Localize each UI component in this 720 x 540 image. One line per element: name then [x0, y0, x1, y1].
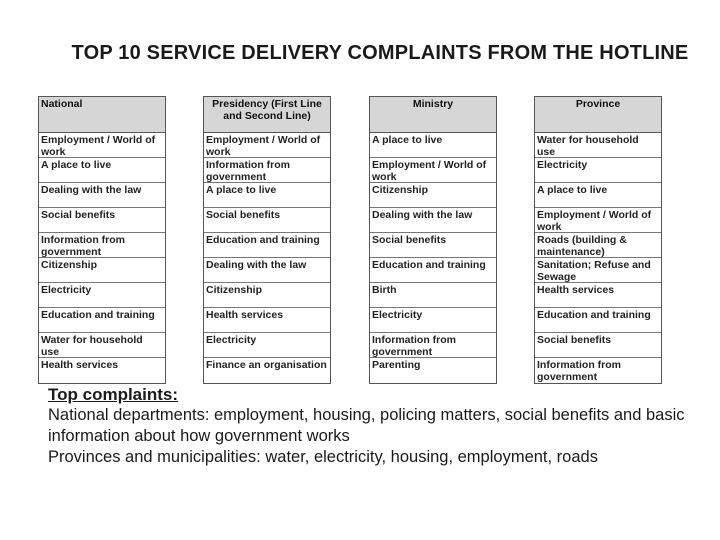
table-row: Electricity	[204, 333, 330, 358]
summary-line-provinces: Provinces and municipalities: water, electricity, housing, employment, roads	[48, 448, 598, 466]
table-row: Electricity	[39, 283, 165, 308]
table-row: Water for household use	[39, 333, 165, 358]
table-row: Employment / World of work	[535, 208, 661, 233]
table-row: Sanitation; Refuse and Sewage	[535, 258, 661, 283]
page-title: TOP 10 SERVICE DELIVERY COMPLAINTS FROM THE HOTLINE	[71, 42, 689, 64]
table-row: Employment / World of work	[39, 133, 165, 158]
table-national	[38, 96, 166, 384]
column-header-province: Province	[535, 97, 661, 133]
table-row: Electricity	[535, 158, 661, 183]
table-row: Electricity	[370, 308, 496, 333]
table-row: Information from government	[537, 359, 621, 383]
table-row: Social benefits	[39, 208, 165, 233]
table-row: A place to live	[204, 183, 330, 208]
table-presidency	[203, 96, 331, 384]
summary-heading: Top complaints:	[48, 385, 179, 404]
table-row: Employment / World of work	[370, 158, 496, 183]
table-ministry	[369, 96, 497, 384]
table-row: Health services	[204, 308, 330, 333]
table-row: Dealing with the law	[204, 258, 330, 283]
table-row: Education and training	[370, 258, 496, 283]
table-row: Dealing with the law	[370, 208, 496, 233]
table-row: Health services	[535, 283, 661, 308]
table-row: A place to live	[535, 183, 661, 208]
table-row: Birth	[370, 283, 496, 308]
table-row: Education and training	[204, 233, 330, 258]
table-row: Citizenship	[39, 258, 165, 283]
table-row: Employment / World of work	[204, 133, 330, 158]
table-row: Social benefits	[535, 333, 661, 358]
table-row: Information from government	[204, 158, 330, 183]
table-row: Roads (building & maintenance)	[535, 233, 661, 258]
column-header-national: National	[39, 97, 165, 133]
table-row: Information from government	[370, 333, 496, 358]
table-row: Dealing with the law	[39, 183, 165, 208]
table-row: A place to live	[39, 158, 165, 183]
table-province	[534, 96, 662, 384]
table-row: Health services	[41, 359, 119, 371]
table-row: Water for household use	[535, 133, 661, 158]
table-row: A place to live	[370, 133, 496, 158]
table-row: Education and training	[535, 308, 661, 333]
column-header-presidency: Presidency (First Line and Second Line)	[204, 97, 330, 133]
table-row: Education and training	[39, 308, 165, 333]
table-row: Parenting	[372, 359, 421, 371]
table-row: Social benefits	[370, 233, 496, 258]
table-row: Information from government	[39, 233, 165, 258]
complaints-tables	[38, 96, 660, 384]
table-row: Social benefits	[204, 208, 330, 233]
summary-line-national: National departments: employment, housing, policing matters, social benefits and basic information about how government works	[48, 406, 685, 445]
column-header-ministry: Ministry	[370, 97, 496, 133]
summary-section	[48, 384, 708, 468]
table-row: Citizenship	[204, 283, 330, 308]
table-row: Finance an organisation	[206, 359, 327, 371]
table-row: Citizenship	[370, 183, 496, 208]
